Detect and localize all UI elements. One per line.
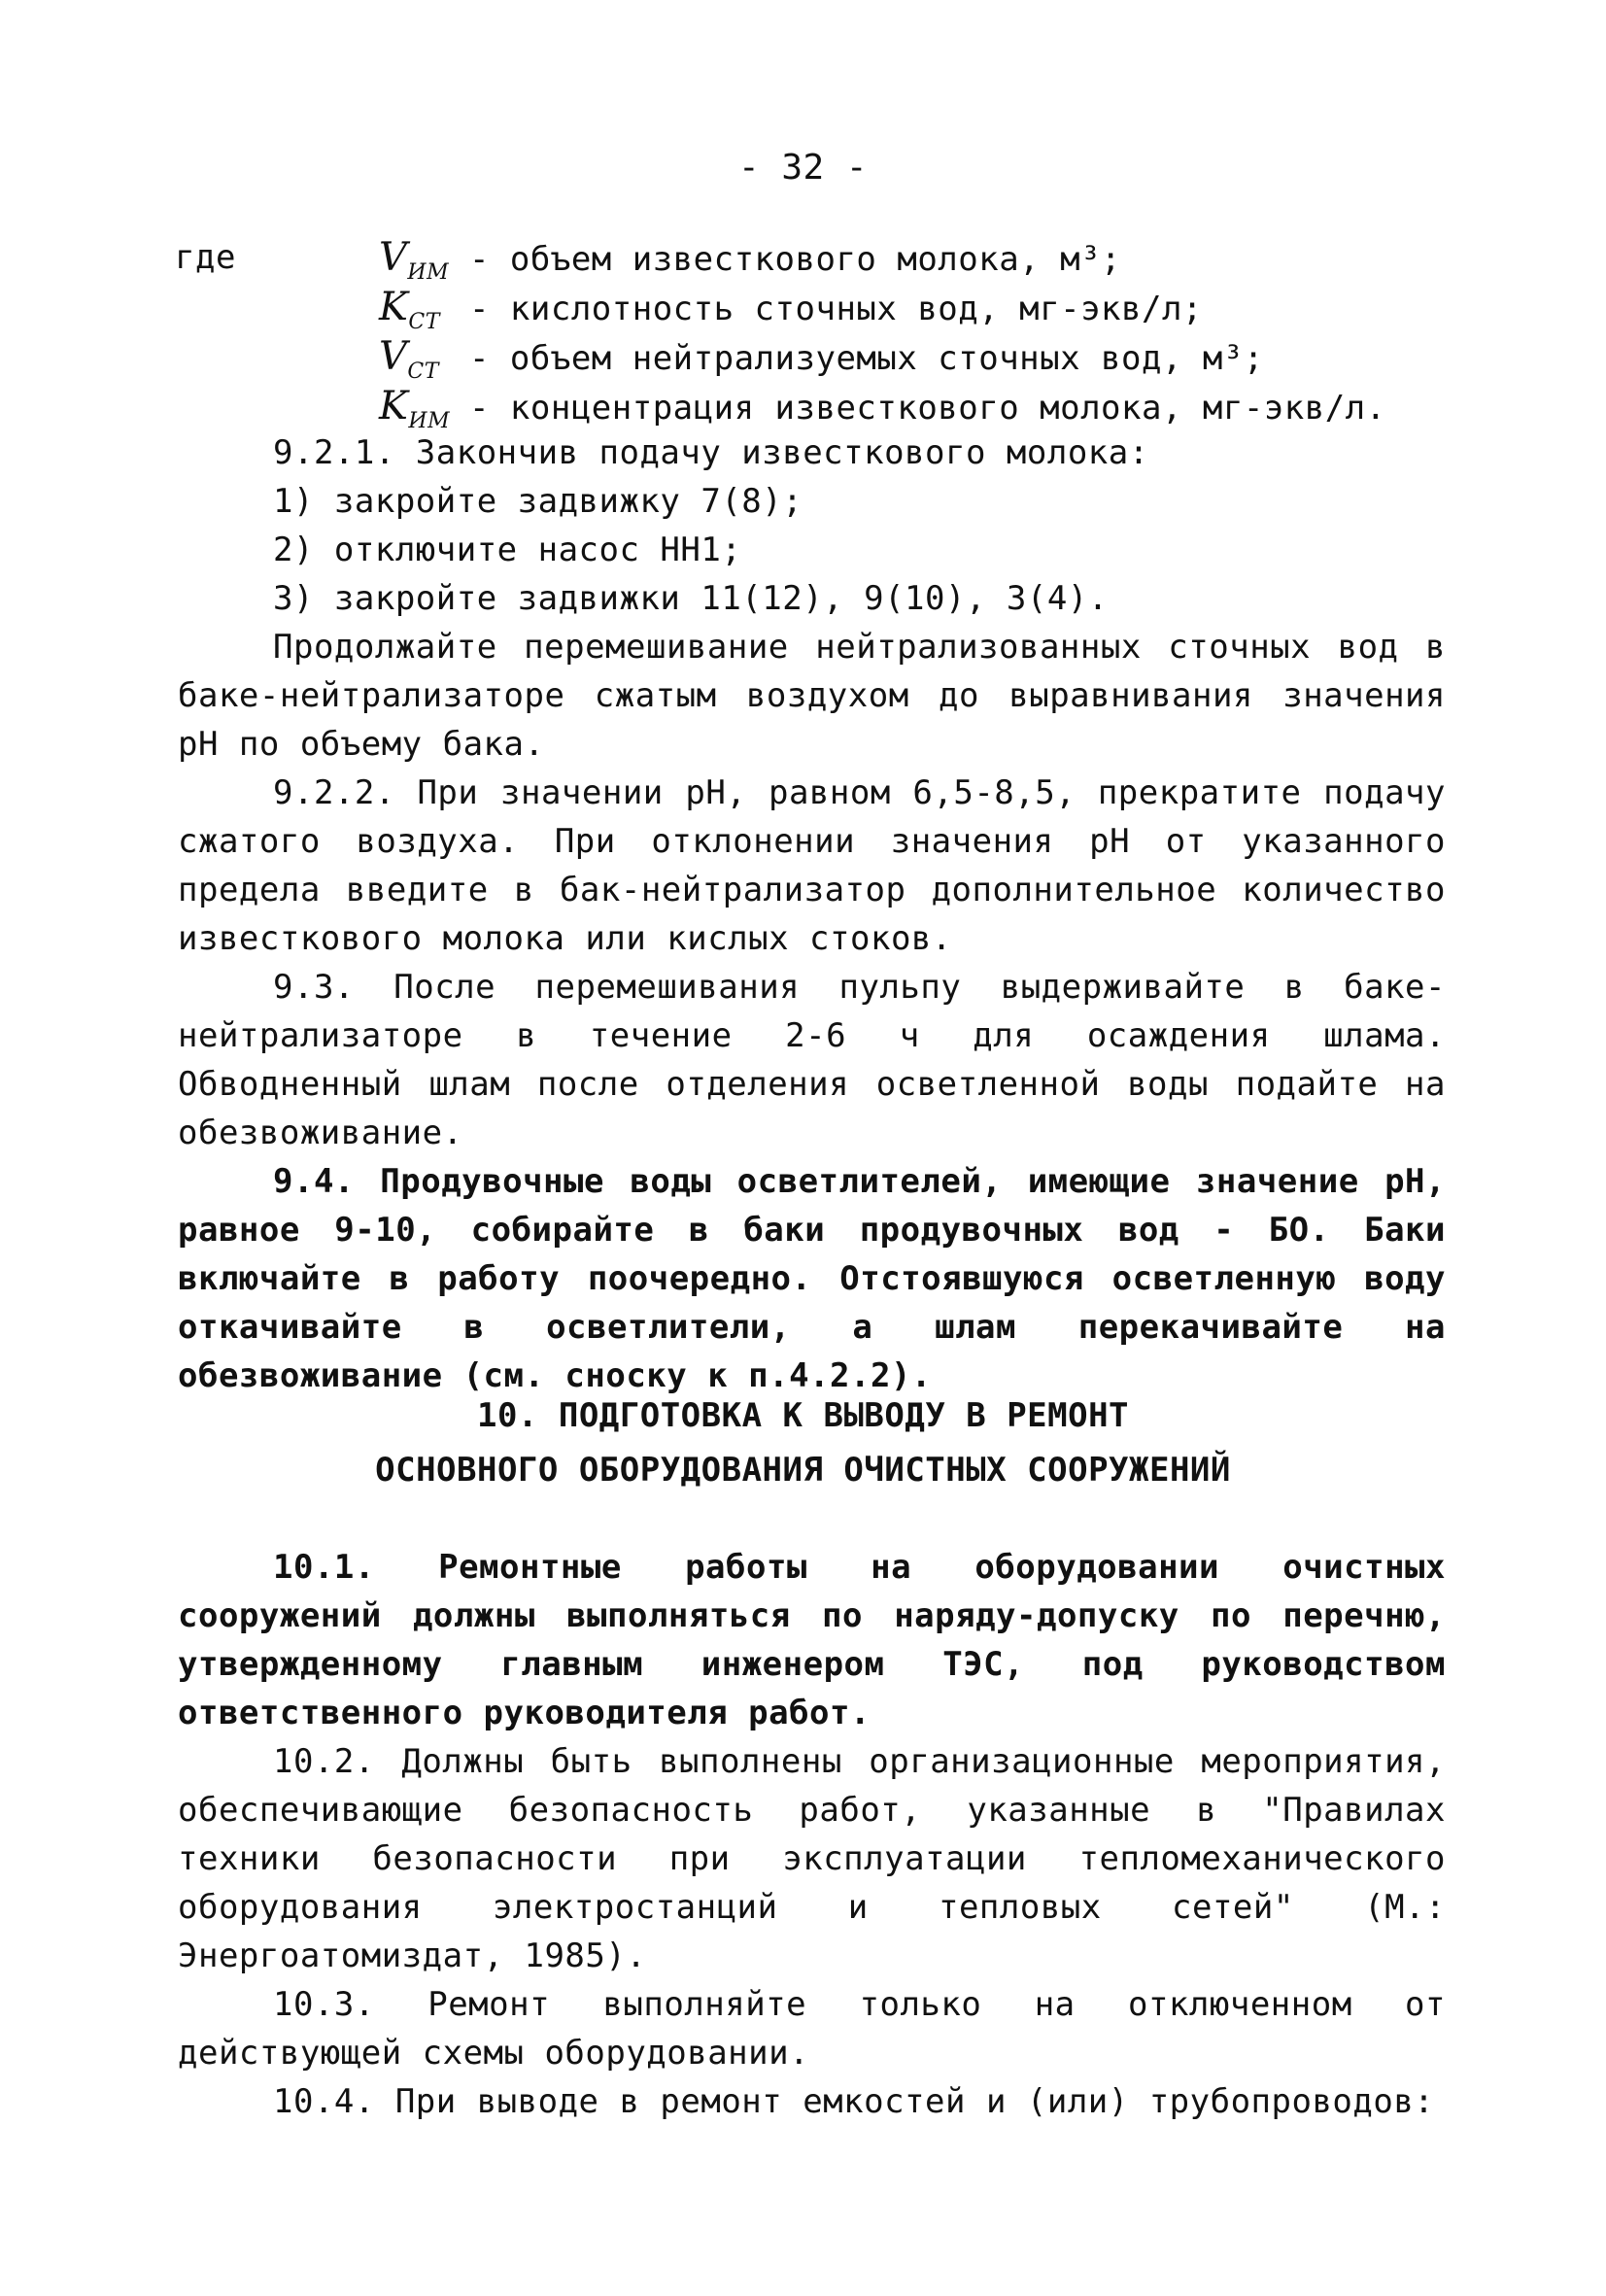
legend-row xyxy=(379,382,1386,431)
paragraph-10-4: 10.4. При выводе в ремонт емкостей и (или) трубопроводов: xyxy=(273,2082,1435,2121)
legend-text: - кислотность сточных вод, мг-экв/л; xyxy=(468,290,1203,328)
legend-symbol: $K_{СТ}$ xyxy=(379,285,440,334)
heading-line-2: ОСНОВНОГО ОБОРУДОВАНИЯ ОЧИСТНЫХ СООРУЖЕНИЙ xyxy=(375,1451,1231,1490)
step-item: 1) закройте задвижку 7(8); xyxy=(273,482,803,521)
legend-where-label: где xyxy=(175,238,236,277)
paragraph-10-3: 10.3. Ремонт выполняйте только на отключенном от действующей схемы оборудовании. xyxy=(178,1985,1446,2073)
legend-symbol: $V_{ИМ}$ xyxy=(379,235,450,285)
legend-symbol: $V_{СТ}$ xyxy=(379,334,439,384)
paragraph-10-2: 10.2. Должны быть выполнены организационные мероприятия, обеспечивающие безопасность работ, указанные в "Правилах техники безопасности при эксплуатации тепломеханического оборудования электростанций и тепловых сетей" (М.: Энергоатомиздат, 1985). xyxy=(178,1742,1446,1975)
page-number: - 32 - xyxy=(737,148,869,188)
section-10-text xyxy=(178,1543,1446,2126)
legend-text: - объем нейтрализуемых сточных вод, м³; xyxy=(468,339,1264,378)
legend-text: - концентрация известкового молока, мг-экв/л. xyxy=(468,389,1386,428)
step-item: 2) отключите насос НН1; xyxy=(273,531,742,569)
section-10-heading xyxy=(0,1391,1606,1500)
formula-legend xyxy=(379,233,1386,431)
step-item: 3) закройте задвижки 11(12), 9(10), 3(4). xyxy=(273,579,1109,618)
legend-symbol: $K_{ИМ}$ xyxy=(379,384,451,433)
paragraph-9-2-1: 9.2.1. Закончив подачу известкового молока: xyxy=(273,433,1149,472)
section-9-text xyxy=(178,428,1446,1400)
paragraph-9-3: 9.3. После перемешивания пульпу выдерживайте в баке-нейтрализаторе в течение 2-6 ч для осаждения шлама. Обводненный шлам после отделения осветленной воды подайте на обезвоживание. xyxy=(178,968,1446,1152)
legend-row xyxy=(379,332,1386,382)
heading-line-1: 10. ПОДГОТОВКА К ВЫВОДУ В РЕМОНТ xyxy=(476,1396,1130,1435)
paragraph-10-1: 10.1. Ремонтные работы на оборудовании очистных сооружений должны выполняться по наряду-допуску по перечню, утвержденному главным инженером ТЭС, под руководством ответственного руководителя работ. xyxy=(178,1548,1446,1732)
paragraph-9-4: 9.4. Продувочные воды осветлителей, имеющие значение рН, равное 9-10, собирайте в баки продувочных вод - БО. Баки включайте в работу поочередно. Отстоявшуюся осветленную воду откачивайте в осветлители, а шлам перекачивайте на обезвоживание (см. сноску к п.4.2.2). xyxy=(178,1162,1446,1395)
legend-text: - объем известкового молока, м³; xyxy=(468,240,1122,279)
paragraph-9-2-1-continued: Продолжайте перемешивание нейтрализованных сточных вод в баке-нейтрализаторе сжатым воздухом до выравнивания значения рН по объему бака. xyxy=(178,628,1446,764)
paragraph-9-2-2: 9.2.2. При значении рН, равном 6,5-8,5, прекратите подачу сжатого воздуха. При отклонении значения рН от указанного предела введите в бак-нейтрализатор дополнительное количество известкового молока или кислых стоков. xyxy=(178,773,1446,958)
legend-row xyxy=(379,283,1386,332)
legend-row xyxy=(379,233,1386,283)
